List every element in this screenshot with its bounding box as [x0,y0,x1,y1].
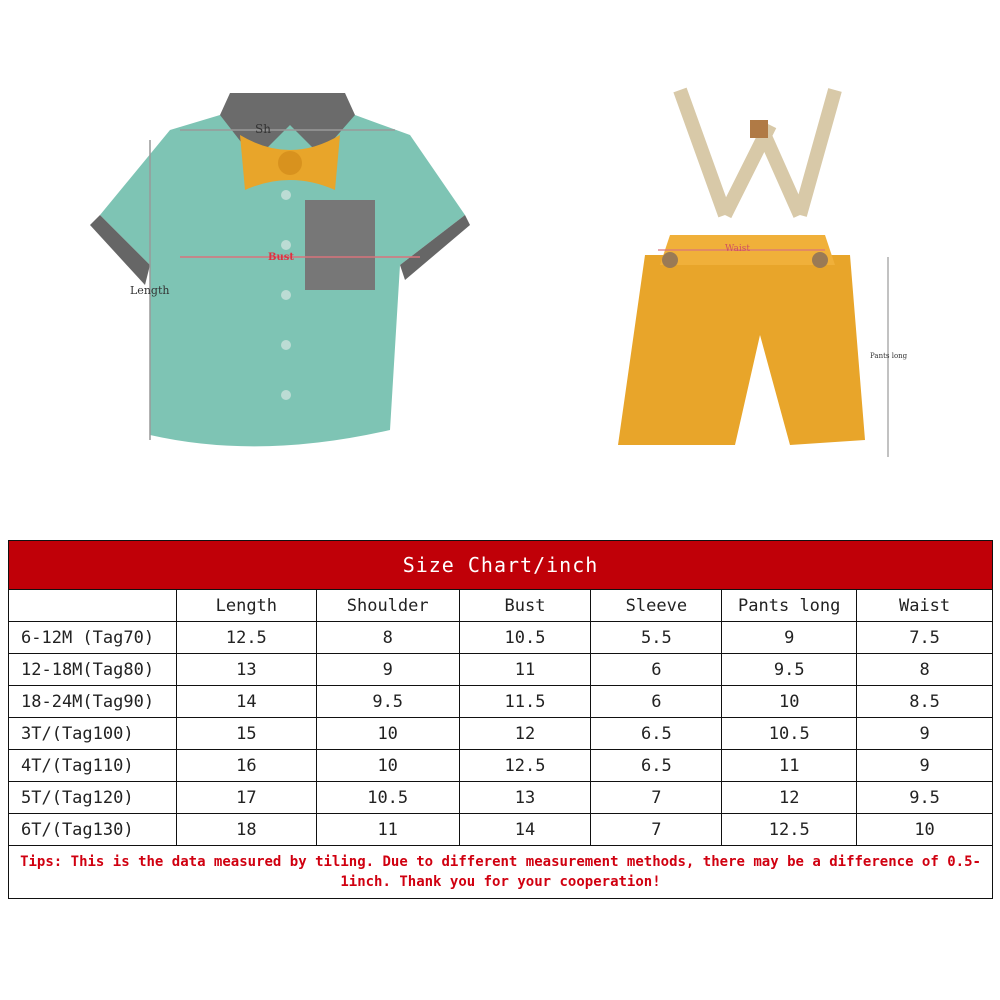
pants-long-label: Pants long [870,352,908,360]
column-header: Length [176,590,316,622]
measurement-cell: 10 [722,686,857,718]
measurement-cell: 11 [316,814,459,846]
column-header: Pants long [722,590,857,622]
measurement-cell: 10.5 [459,622,591,654]
size-label: 6-12M (Tag70) [9,622,177,654]
measurement-cell: 7 [591,814,722,846]
measurement-cell: 8.5 [857,686,993,718]
measurement-cell: 12.5 [459,750,591,782]
measurement-cell: 13 [459,782,591,814]
measurement-cell: 6.5 [591,750,722,782]
size-label: 3T/(Tag100) [9,718,177,750]
column-header: Shoulder [316,590,459,622]
measurement-cell: 10 [857,814,993,846]
size-label: 5T/(Tag120) [9,782,177,814]
table-row [9,814,993,846]
measurement-cell: 11 [722,750,857,782]
measurement-cell: 11 [459,654,591,686]
measurement-cell: 9 [316,654,459,686]
measurement-cell: 7 [591,782,722,814]
measurement-cell: 9.5 [316,686,459,718]
measurement-cell: 14 [459,814,591,846]
size-chart-title: Size Chart/inch [9,541,993,590]
measurement-cell: 8 [857,654,993,686]
table-row [9,622,993,654]
table-row [9,718,993,750]
measurement-cell: 8 [316,622,459,654]
size-chart-table [8,540,993,899]
measurement-cell: 12.5 [176,622,316,654]
column-header: Sleeve [591,590,722,622]
column-header: Waist [857,590,993,622]
table-row [9,750,993,782]
measurement-cell: 14 [176,686,316,718]
shirt-illustration [90,85,480,465]
measurement-cell: 10 [316,718,459,750]
measurement-cell: 7.5 [857,622,993,654]
measurement-cell: 15 [176,718,316,750]
shorts-illustration [610,85,910,470]
measurement-cell: 9.5 [857,782,993,814]
waist-label: Waist [725,244,750,254]
size-label: 12-18M(Tag80) [9,654,177,686]
size-label: 18-24M(Tag90) [9,686,177,718]
shoulder-label: Sh [255,122,271,136]
column-header [9,590,177,622]
measurement-cell: 6.5 [591,718,722,750]
measurement-cell: 11.5 [459,686,591,718]
measurement-cell: 18 [176,814,316,846]
measurement-cell: 10 [316,750,459,782]
measurement-cell: 17 [176,782,316,814]
measurement-cell: 6 [591,654,722,686]
measurement-cell: 12.5 [722,814,857,846]
measurement-cell: 5.5 [591,622,722,654]
measurement-cell: 10.5 [722,718,857,750]
measurement-cell: 6 [591,686,722,718]
tips-text: Tips: This is the data measured by tiling. Due to different measurement methods, there may be a difference of 0.5-1inch. Thank you for your cooperation! [9,846,993,899]
size-label: 6T/(Tag130) [9,814,177,846]
measurement-cell: 9.5 [722,654,857,686]
measurement-cell: 9 [857,750,993,782]
measurement-cell: 12 [722,782,857,814]
measurement-cell: 13 [176,654,316,686]
measurement-cell: 9 [722,622,857,654]
measurement-cell: 10.5 [316,782,459,814]
size-label: 4T/(Tag110) [9,750,177,782]
length-label: Length [130,284,170,297]
column-header: Bust [459,590,591,622]
measurement-cell: 16 [176,750,316,782]
header-row [9,590,993,622]
table-row [9,782,993,814]
table-row [9,686,993,718]
measurement-cell: 12 [459,718,591,750]
table-row [9,654,993,686]
measurement-cell: 9 [857,718,993,750]
bust-label: Bust [268,252,294,263]
